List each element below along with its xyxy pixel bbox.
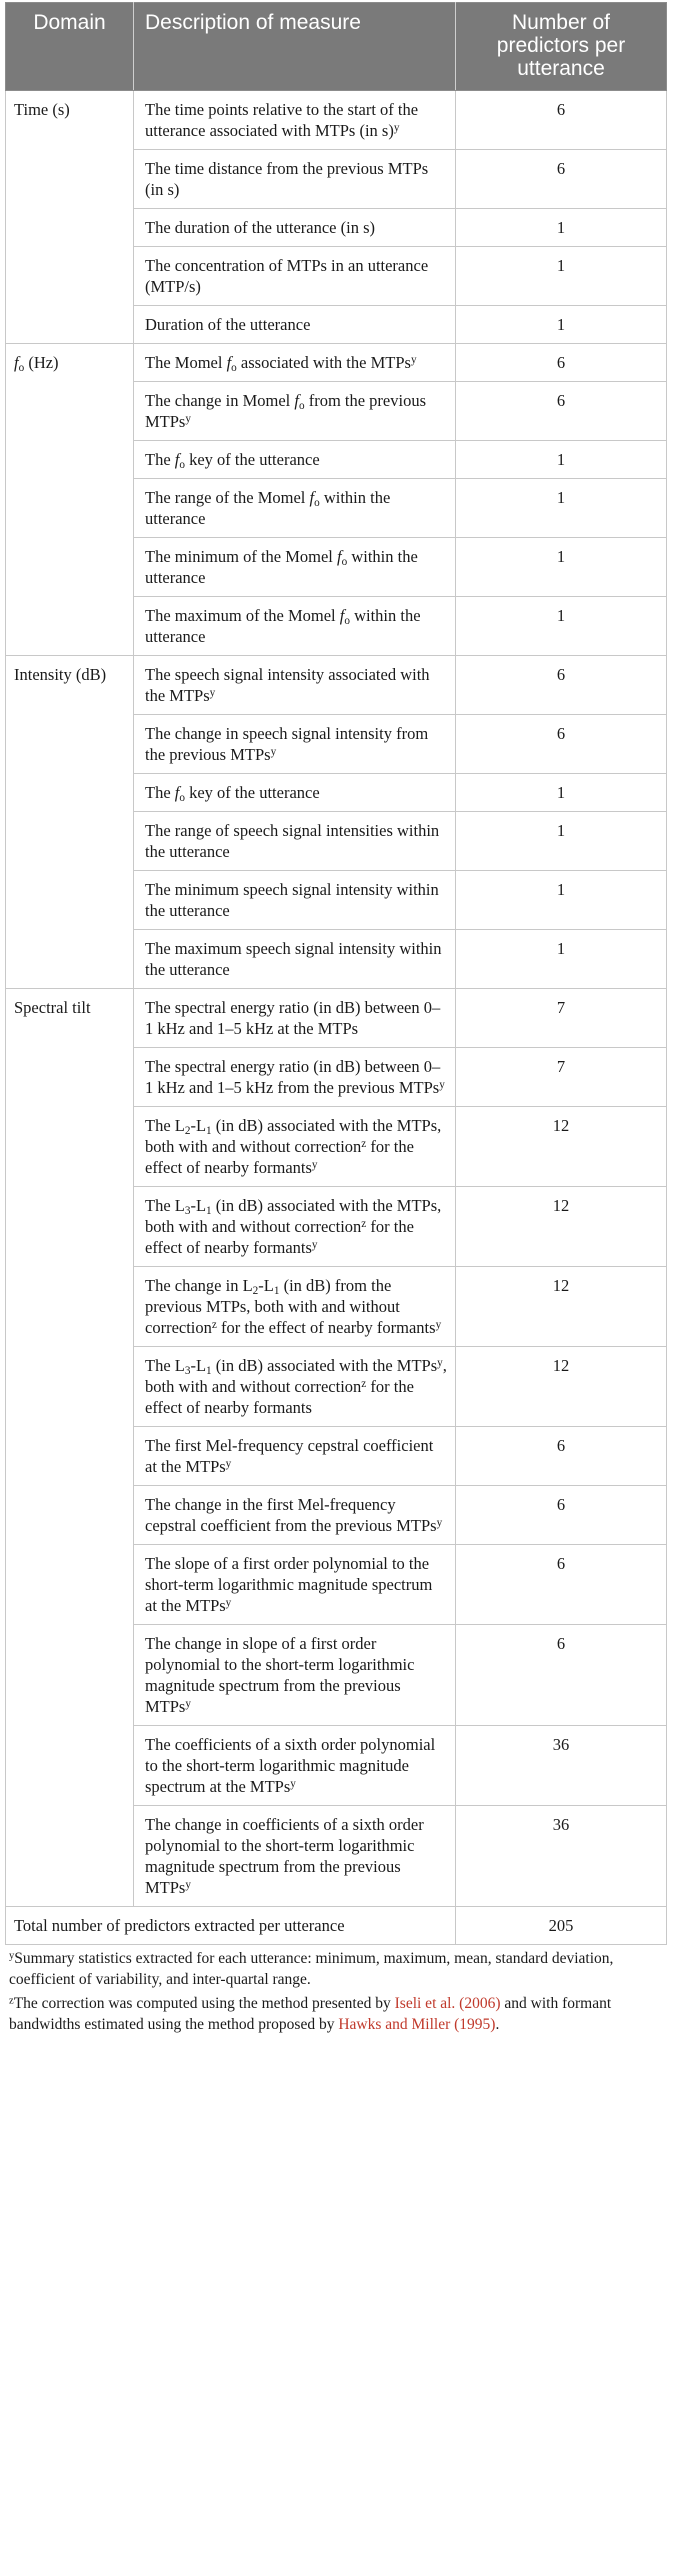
header-domain: Domain: [6, 3, 134, 91]
footnote-z-text-before: The correction was computed using the method presented by: [13, 1995, 395, 2012]
predictor-count-cell: 7: [456, 1048, 667, 1107]
footnote-z-text-after: .: [495, 2016, 500, 2033]
predictor-count-cell: 1: [456, 209, 667, 247]
table-row: [6, 91, 667, 150]
description-cell: The minimum of the Momel $f_o$ within the utterance: [134, 538, 456, 597]
description-cell: Duration of the utterance: [134, 306, 456, 344]
description-cell: The range of speech signal intensities within the utterance: [134, 812, 456, 871]
description-cell: The time distance from the previous MTPs (in s): [134, 150, 456, 209]
description-cell: The change in slope of a first order polynomial to the short-term logarithmic magnitude spectrum from the previous MTPs$^y$: [134, 1625, 456, 1726]
predictors-table: [5, 2, 667, 1945]
description-cell: The $L_3-L_1$ (in dB) associated with the MTPs$^y$, both with and without correction$^z$ for the effect of nearby formants: [134, 1347, 456, 1427]
predictor-count-cell: 1: [456, 812, 667, 871]
predictor-count-cell: 36: [456, 1806, 667, 1907]
description-cell: The first Mel-frequency cepstral coefficient at the MTPs$^y$: [134, 1427, 456, 1486]
description-cell: The Momel $f_o$ associated with the MTPs$^y$: [134, 344, 456, 382]
footnote-z-text-middle: and with formant bandwidths estimated using the method proposed by: [9, 1995, 612, 2033]
description-cell: The time points relative to the start of the utterance associated with MTPs (in s)$^y$: [134, 91, 456, 150]
predictor-count-cell: 36: [456, 1726, 667, 1806]
description-cell: The range of the Momel $f_o$ within the utterance: [134, 479, 456, 538]
description-cell: The concentration of MTPs in an utterance (MTP/s): [134, 247, 456, 306]
reference-link-hawks-miller[interactable]: Hawks and Miller (1995): [338, 2016, 496, 2033]
description-cell: The spectral energy ratio (in dB) between 0–1 kHz and 1–5 kHz from the previous MTPs$^y$: [134, 1048, 456, 1107]
domain-cell: $f_o$ (Hz): [6, 344, 134, 656]
description-cell: The change in speech signal intensity from the previous MTPs$^y$: [134, 715, 456, 774]
description-cell: The $f_o$ key of the utterance: [134, 774, 456, 812]
header-description: Description of measure: [134, 3, 456, 91]
predictor-count-cell: 12: [456, 1267, 667, 1347]
table-header: [6, 3, 667, 91]
description-cell: The maximum speech signal intensity within the utterance: [134, 930, 456, 989]
description-cell: The $L_3-L_1$ (in dB) associated with the MTPs, both with and without correction$^z$ for the effect of nearby formants$^y$: [134, 1187, 456, 1267]
footnote-y-text: Summary statistics extracted for each utterance: minimum, maximum, mean, standard deviation, coefficient of variability, and inter-quartal range.: [9, 1950, 614, 1988]
total-row: [6, 1907, 667, 1945]
footnote-y-mark: y: [9, 1950, 15, 1962]
description-cell: The speech signal intensity associated with the MTPs$^y$: [134, 656, 456, 715]
predictor-count-cell: 6: [456, 150, 667, 209]
table-body: [6, 91, 667, 1945]
description-cell: The change in Momel $f_o$ from the previous MTPs$^y$: [134, 382, 456, 441]
predictor-count-cell: 1: [456, 538, 667, 597]
predictor-count-cell: 12: [456, 1347, 667, 1427]
predictor-count-cell: 6: [456, 1486, 667, 1545]
predictor-count-cell: 1: [456, 871, 667, 930]
predictor-count-cell: 6: [456, 715, 667, 774]
predictor-count-cell: 6: [456, 382, 667, 441]
predictor-count-cell: 6: [456, 344, 667, 382]
description-cell: The minimum speech signal intensity within the utterance: [134, 871, 456, 930]
predictor-count-cell: 1: [456, 774, 667, 812]
predictor-count-cell: 7: [456, 989, 667, 1048]
predictor-count-cell: 12: [456, 1107, 667, 1187]
description-cell: The duration of the utterance (in s): [134, 209, 456, 247]
header-row: [6, 3, 667, 91]
predictor-count-cell: 1: [456, 306, 667, 344]
predictor-count-cell: 6: [456, 1545, 667, 1625]
predictor-count-cell: 12: [456, 1187, 667, 1267]
footnote-y: [9, 1948, 663, 1990]
description-cell: The slope of a first order polynomial to the short-term logarithmic magnitude spectrum at the MTPs$^y$: [134, 1545, 456, 1625]
description-cell: The $f_o$ key of the utterance: [134, 441, 456, 479]
total-count: 205: [456, 1907, 667, 1945]
table-row: [6, 344, 667, 382]
predictor-count-cell: 1: [456, 247, 667, 306]
table-row: [6, 989, 667, 1048]
predictor-count-cell: 1: [456, 930, 667, 989]
description-cell: The change in $L_2-L_1$ (in dB) from the previous MTPs, both with and without correction$^z$ for the effect of nearby formants$^y$: [134, 1267, 456, 1347]
description-cell: The coefficients of a sixth order polynomial to the short-term logarithmic magnitude spectrum at the MTPs$^y$: [134, 1726, 456, 1806]
description-cell: The change in the first Mel-frequency cepstral coefficient from the previous MTPs$^y$: [134, 1486, 456, 1545]
footnote-z: [9, 1993, 663, 2035]
predictor-count-cell: 6: [456, 656, 667, 715]
predictor-count-cell: 1: [456, 597, 667, 656]
total-label: Total number of predictors extracted per utterance: [6, 1907, 456, 1945]
description-cell: The maximum of the Momel $f_o$ within the utterance: [134, 597, 456, 656]
header-number: Number of predictors per utterance: [456, 3, 667, 91]
predictor-count-cell: 6: [456, 91, 667, 150]
predictor-count-cell: 6: [456, 1427, 667, 1486]
predictor-count-cell: 1: [456, 479, 667, 538]
table-row: [6, 656, 667, 715]
description-cell: The spectral energy ratio (in dB) between 0–1 kHz and 1–5 kHz at the MTPs: [134, 989, 456, 1048]
domain-cell: Intensity (dB): [6, 656, 134, 989]
description-cell: The change in coefficients of a sixth order polynomial to the short-term logarithmic magnitude spectrum from the previous MTPs$^y$: [134, 1806, 456, 1907]
domain-cell: Time (s): [6, 91, 134, 344]
description-cell: The $L_2-L_1$ (in dB) associated with the MTPs, both with and without correction$^z$ for the effect of nearby formants$^y$: [134, 1107, 456, 1187]
predictor-count-cell: 1: [456, 441, 667, 479]
predictor-count-cell: 6: [456, 1625, 667, 1726]
domain-cell: Spectral tilt: [6, 989, 134, 1907]
reference-link-iseli[interactable]: Iseli et al. (2006): [394, 1995, 501, 2012]
footnote-z-mark: z: [9, 1995, 14, 2007]
